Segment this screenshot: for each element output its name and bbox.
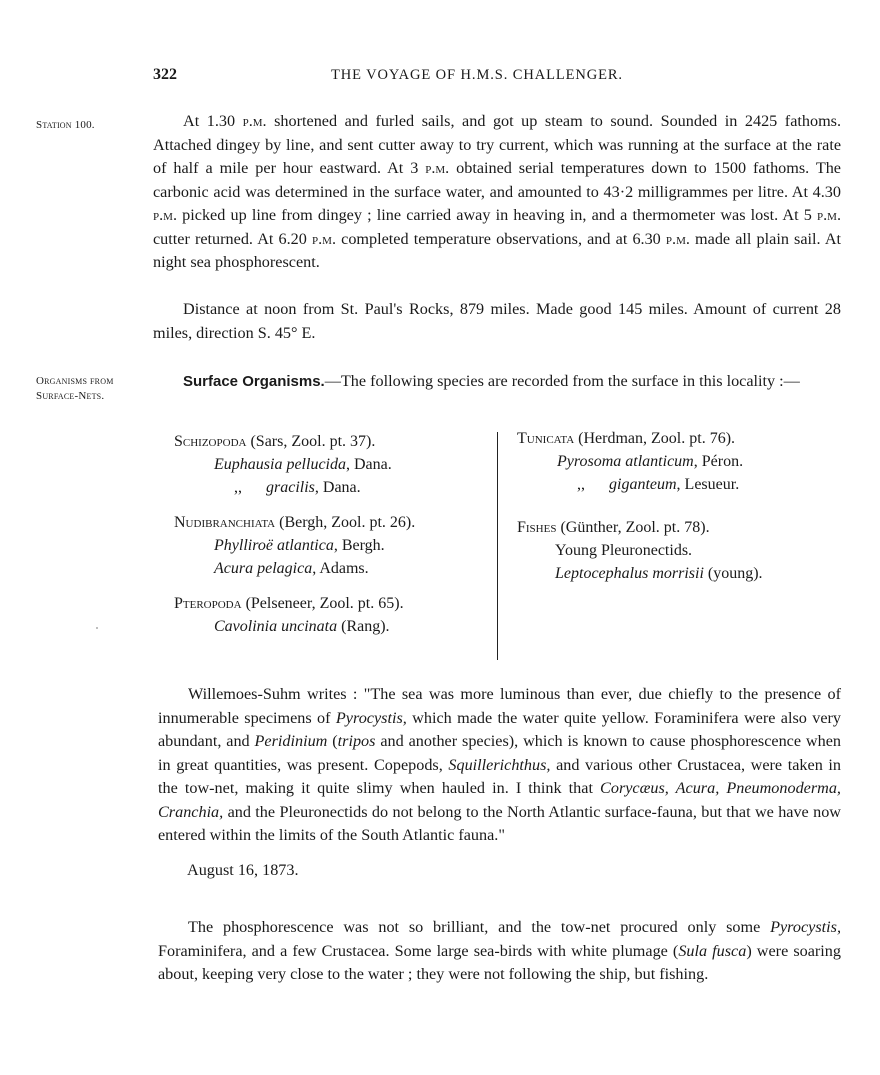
species-name: Leptocephalus morrisii xyxy=(555,565,704,582)
organism-list-right xyxy=(517,427,837,597)
time-abbrev: p.m. xyxy=(242,112,267,130)
time-abbrev: p.m. xyxy=(665,229,690,248)
text-run: and various other Crustacea, were taken in the tow-net, making it quite slimy when hauled in. I think that xyxy=(158,755,841,797)
paragraph-august-16 xyxy=(158,916,841,987)
text-run: At 1.30 xyxy=(183,112,243,130)
group-nudibranchiata xyxy=(174,511,484,580)
species-author: , Adams. xyxy=(312,560,369,577)
group-name: Fishes xyxy=(517,519,557,536)
italic-run: Squillerichthus, xyxy=(448,755,551,774)
species-author: (Rang). xyxy=(337,618,390,635)
margin-note-station: Station 100. xyxy=(36,119,95,131)
ditto-mark: ,, xyxy=(234,479,242,496)
group-ref: (Pelseneer, Zool. pt. 65). xyxy=(241,595,404,612)
scan-speck xyxy=(96,627,98,629)
text-run: and another species), which is known to cause phosphorescence when in great quantities, was present. Copepods, xyxy=(158,732,841,774)
group-name: Pteropoda xyxy=(174,595,242,612)
text-run: made all plain sail. At night sea phosphorescent. xyxy=(153,229,842,271)
organism-list-left xyxy=(174,430,484,650)
group-ref: (Günther, Zool. pt. 78). xyxy=(556,519,710,536)
column-divider xyxy=(497,432,498,660)
species-name: Young Pleuronectids. xyxy=(555,542,693,559)
text-run: picked up line from dingey ; line carried away in heaving in, and a thermometer was lost. At 5 xyxy=(177,206,817,224)
text-run: completed temperature observations, and at 6.30 xyxy=(336,229,666,248)
italic-run: tripos xyxy=(337,732,376,750)
species-name: Acura pelagica xyxy=(214,560,313,577)
section-heading: Surface Organisms. xyxy=(183,373,325,390)
group-name: Tunicata xyxy=(517,430,575,447)
text-run: ( xyxy=(327,732,338,750)
text-run: obtained serial temperatures down to 1500 fathoms. The carbonic acid was determined in the surface water, and amounted to 43·2 milligrammes per litre. At 4.30 xyxy=(153,159,841,201)
entry-date: August 16, 1873. xyxy=(187,861,299,879)
species-author: , Bergh. xyxy=(333,537,385,554)
time-abbrev: p.m. xyxy=(817,206,841,224)
paragraph-surface-organisms xyxy=(153,370,841,394)
species-name: giganteum xyxy=(609,476,677,493)
group-ref: (Sars, Zool. pt. 37). xyxy=(246,433,376,450)
text-run: —The following species are recorded from the surface in this locality :— xyxy=(324,372,800,390)
page-header xyxy=(153,66,843,90)
group-tunicata xyxy=(517,427,837,496)
text-run: shortened and furled sails, and got up steam to sound. Sounded in 2425 fathoms. Attached dingey by line, and sent cutter away to try current, which was running at the surface at the rate of half a mile per hour eastward. At 3 xyxy=(153,112,842,177)
time-abbrev: p.m. xyxy=(312,229,336,248)
time-abbrev: p.m. xyxy=(425,159,450,177)
italic-run: Pyrocystis, xyxy=(770,918,841,936)
text-run: which made the water quite yellow. Foraminifera were also very abundant, and xyxy=(158,708,841,750)
species-name: gracilis xyxy=(266,479,315,496)
species-name: Euphausia pellucida xyxy=(214,456,346,473)
ditto-mark: ,, xyxy=(577,476,585,493)
italic-run: Corycæus, Acura, Pneumonoderma, Cranchia, xyxy=(158,779,841,821)
margin-note-line: Organisms from xyxy=(36,375,114,387)
group-fishes xyxy=(517,516,837,585)
text-run: and the Pleuronectids do not belong to the North Atlantic surface-fauna, but that we have now entered within the limits of the South Atlantic fauna." xyxy=(158,802,841,844)
text-run: The phosphorescence was not so brilliant, and the tow-net procured only some xyxy=(188,918,771,936)
species-name: Pyrosoma atlanticum xyxy=(557,453,694,470)
group-pteropoda xyxy=(174,592,484,638)
text-run: ) were soaring about, keeping very close to the water ; they were not following the ship, but fishing. xyxy=(158,941,841,983)
group-name: Nudibranchiata xyxy=(174,514,276,531)
paragraph-distance: Distance at noon from St. Paul's Rocks, 879 miles. Made good 145 miles. Amount of current 28 miles, direction S. 45° E. xyxy=(153,300,841,342)
paragraph-willemoes-suhm xyxy=(158,683,841,848)
paragraph-station-log xyxy=(153,110,841,275)
species-author: , Dana. xyxy=(345,456,392,473)
group-ref: (Herdman, Zool. pt. 76). xyxy=(574,430,736,447)
margin-note-organisms xyxy=(36,374,114,404)
running-title: THE VOYAGE OF H.M.S. CHALLENGER. xyxy=(331,67,623,83)
group-ref: (Bergh, Zool. pt. 26). xyxy=(275,514,416,531)
species-name: Cavolinia uncinata xyxy=(214,618,338,635)
italic-run: Pyrocystis, xyxy=(335,708,407,727)
text-run: Foraminifera, and a few Crustacea. Some large sea-birds with white plumage ( xyxy=(158,941,679,960)
text-run: cutter returned. At 6.20 xyxy=(153,229,312,248)
species-author: , Lesueur. xyxy=(676,476,740,493)
species-author: , Dana. xyxy=(314,479,361,496)
group-schizopoda xyxy=(174,430,484,499)
italic-run: Sula fusca xyxy=(678,941,747,960)
margin-note-line: Surface-Nets. xyxy=(36,390,105,402)
text-run: Willemoes-Suhm writes : "The sea was more luminous than ever, due chiefly to the presence of innumerable specimens of xyxy=(158,685,841,727)
time-abbrev: p.m. xyxy=(153,206,177,224)
page-number: 322 xyxy=(153,66,177,83)
species-author: (young). xyxy=(703,565,763,582)
species-author: , Péron. xyxy=(693,453,744,470)
italic-run: Peridinium xyxy=(254,732,328,750)
group-name: Schizopoda xyxy=(174,433,247,450)
species-name: Phylliroë atlantica xyxy=(214,537,334,554)
